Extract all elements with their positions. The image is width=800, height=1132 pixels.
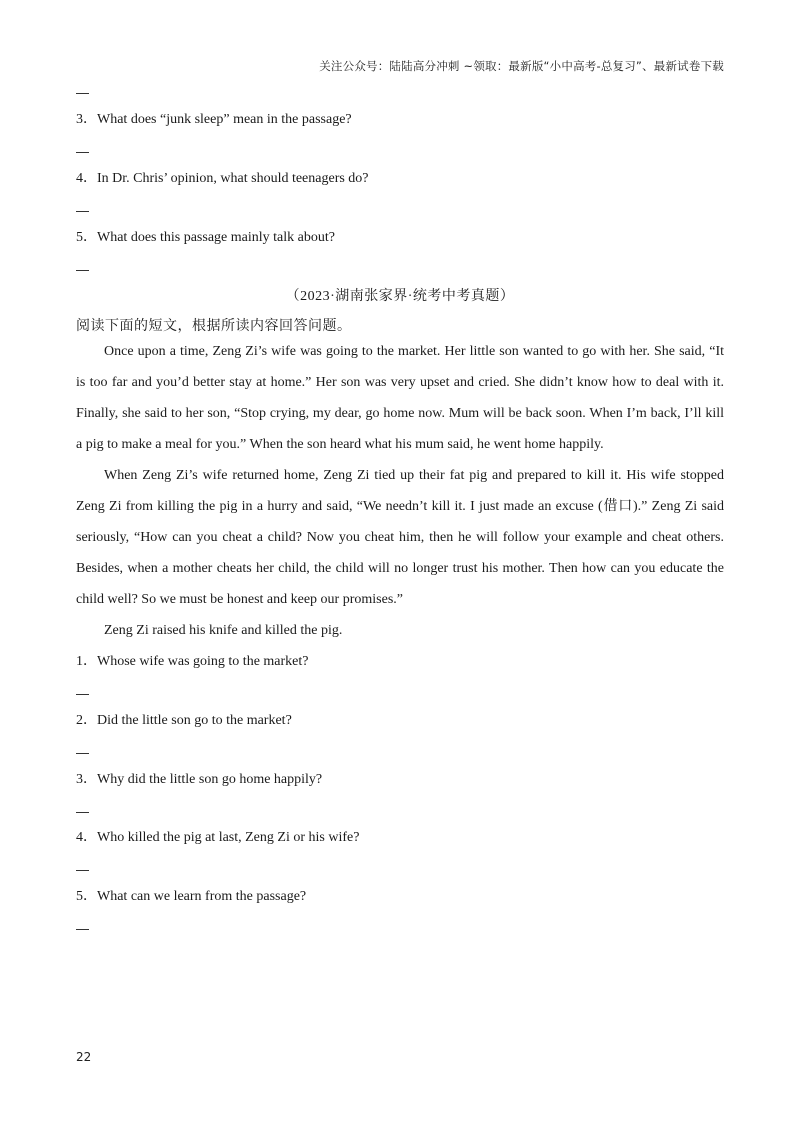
question-number: 5． bbox=[76, 230, 97, 245]
passage-paragraph: Once upon a time, Zeng Zi’s wife was going to the market. Her little son wanted to go with her. She said, “It is too far and you’d better stay at home.” Her son was very upset and cried. She didn’t know how to deal with it. Finally, she said to her son, “Stop crying, my dear, go home now. Mum will be back soon. When I’m back, I’ll kill a pig to make a meal for you.” When the son heard what his mum said, he went home happily. bbox=[76, 344, 724, 452]
question-text: Who killed the pig at last, Zeng Zi or his wife? bbox=[97, 830, 360, 845]
answer-blank[interactable] bbox=[76, 929, 89, 930]
question-text: What does this passage mainly talk about? bbox=[97, 230, 335, 245]
question-text: In Dr. Chris’ opinion, what should teenagers do? bbox=[97, 171, 369, 186]
question-item bbox=[76, 226, 335, 246]
instruction: 阅读下面的短文，根据所读内容回答问题。 bbox=[76, 319, 352, 334]
answer-blank[interactable] bbox=[76, 270, 89, 271]
question-item bbox=[76, 650, 309, 670]
question-item bbox=[76, 709, 292, 729]
question-item bbox=[76, 108, 352, 128]
question-text: What can we learn from the passage? bbox=[97, 889, 307, 904]
answer-blank[interactable] bbox=[76, 211, 89, 212]
question-item bbox=[76, 885, 306, 905]
answer-blank[interactable] bbox=[76, 694, 89, 695]
question-text: Whose wife was going to the market? bbox=[97, 654, 309, 669]
answer-blank[interactable] bbox=[76, 93, 89, 94]
question-number: 5． bbox=[76, 889, 97, 904]
answer-blank[interactable] bbox=[76, 870, 89, 871]
question-number: 4． bbox=[76, 171, 97, 186]
answer-blank[interactable] bbox=[76, 812, 89, 813]
page-header: 关注公众号：陆陆高分冲刺 ~领取：最新版“小中高考-总复习”、最新试卷下载 bbox=[319, 59, 724, 73]
question-source: （2023·湖南张家界·统考中考真题） bbox=[285, 289, 515, 304]
question-number: 4． bbox=[76, 830, 97, 845]
page-number: 22 bbox=[76, 1050, 92, 1064]
question-item bbox=[76, 826, 359, 846]
question-text: Did the little son go to the market? bbox=[97, 713, 292, 728]
question-item bbox=[76, 768, 322, 788]
question-number: 1． bbox=[76, 654, 97, 669]
question-number: 3． bbox=[76, 112, 97, 127]
question-number: 2． bbox=[76, 713, 97, 728]
passage-paragraph: Zeng Zi raised his knife and killed the pig. bbox=[104, 623, 343, 638]
question-text: What does “junk sleep” mean in the passage? bbox=[97, 112, 352, 127]
answer-blank[interactable] bbox=[76, 753, 89, 754]
answer-blank[interactable] bbox=[76, 152, 89, 153]
passage-paragraph: When Zeng Zi’s wife returned home, Zeng Zi tied up their fat pig and prepared to kill it. His wife stopped Zeng Zi from killing the pig in a hurry and said, “We needn’t kill it. I just made an excuse (借口).” Zeng Zi said seriously, “How can you cheat a child? Now you cheat him, then he will follow your example and cheat others. Besides, when a mother cheats her child, the child will no longer trust his mother. Then how can you educate the child well? So we must be honest and keep our promises.” bbox=[76, 468, 724, 607]
question-number: 3． bbox=[76, 772, 97, 787]
question-text: Why did the little son go home happily? bbox=[97, 772, 323, 787]
question-item bbox=[76, 167, 369, 187]
